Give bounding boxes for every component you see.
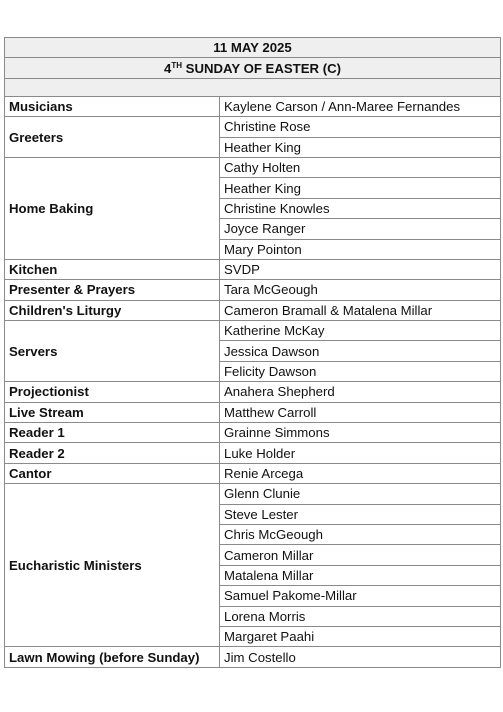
roster-row xyxy=(5,259,501,279)
roster-row xyxy=(5,157,501,177)
occasion-row xyxy=(5,58,501,78)
roster-row xyxy=(5,443,501,463)
person-name: Samuel Pakome-Millar xyxy=(220,586,501,606)
person-name: Grainne Simmons xyxy=(220,423,501,443)
role-label: Reader 1 xyxy=(5,423,220,443)
roster-row xyxy=(5,117,501,137)
spacer-row xyxy=(5,78,501,96)
date-heading: 11 MAY 2025 xyxy=(5,38,501,58)
role-label: Greeters xyxy=(5,117,220,158)
spacer-cell xyxy=(5,78,501,96)
person-name: Christine Knowles xyxy=(220,198,501,218)
roster-row xyxy=(5,484,501,504)
person-name: SVDP xyxy=(220,259,501,279)
role-label: Presenter & Prayers xyxy=(5,280,220,300)
occasion-ordinal-suffix: TH xyxy=(171,60,182,70)
person-name: Tara McGeough xyxy=(220,280,501,300)
person-name: Joyce Ranger xyxy=(220,219,501,239)
roster-row xyxy=(5,423,501,443)
person-name: Lorena Morris xyxy=(220,606,501,626)
role-label: Kitchen xyxy=(5,259,220,279)
person-name: Matthew Carroll xyxy=(220,402,501,422)
person-name: Chris McGeough xyxy=(220,524,501,544)
person-name: Mary Pointon xyxy=(220,239,501,259)
person-name: Glenn Clunie xyxy=(220,484,501,504)
roster-row xyxy=(5,382,501,402)
roster-row xyxy=(5,280,501,300)
role-label: Lawn Mowing (before Sunday) xyxy=(5,647,220,667)
person-name: Kaylene Carson / Ann-Maree Fernandes xyxy=(220,96,501,116)
role-label: Children's Liturgy xyxy=(5,300,220,320)
occasion-text: SUNDAY OF EASTER (C) xyxy=(182,60,342,76)
person-name: Steve Lester xyxy=(220,504,501,524)
roster-table xyxy=(4,37,501,668)
person-name: Matalena Millar xyxy=(220,565,501,585)
role-label: Cantor xyxy=(5,463,220,483)
role-label: Eucharistic Ministers xyxy=(5,484,220,647)
person-name: Katherine McKay xyxy=(220,321,501,341)
roster-row xyxy=(5,647,501,667)
roster-row xyxy=(5,463,501,483)
person-name: Renie Arcega xyxy=(220,463,501,483)
roster-row xyxy=(5,300,501,320)
date-row xyxy=(5,38,501,58)
roster-body xyxy=(5,38,501,668)
person-name: Cameron Millar xyxy=(220,545,501,565)
person-name: Christine Rose xyxy=(220,117,501,137)
person-name: Cathy Holten xyxy=(220,157,501,177)
person-name: Felicity Dawson xyxy=(220,361,501,381)
role-label: Live Stream xyxy=(5,402,220,422)
role-label: Musicians xyxy=(5,96,220,116)
roster-row xyxy=(5,402,501,422)
person-name: Luke Holder xyxy=(220,443,501,463)
role-label: Reader 2 xyxy=(5,443,220,463)
occasion-number: 4 xyxy=(163,60,172,76)
occasion-heading xyxy=(5,58,501,78)
role-label: Home Baking xyxy=(5,157,220,259)
person-name: Anahera Shepherd xyxy=(220,382,501,402)
person-name: Heather King xyxy=(220,178,501,198)
roster-row xyxy=(5,96,501,116)
person-name: Heather King xyxy=(220,137,501,157)
person-name: Jim Costello xyxy=(220,647,501,667)
roster-row xyxy=(5,321,501,341)
role-label: Servers xyxy=(5,321,220,382)
person-name: Cameron Bramall & Matalena Millar xyxy=(220,300,501,320)
person-name: Margaret Paahi xyxy=(220,626,501,646)
role-label: Projectionist xyxy=(5,382,220,402)
person-name: Jessica Dawson xyxy=(220,341,501,361)
